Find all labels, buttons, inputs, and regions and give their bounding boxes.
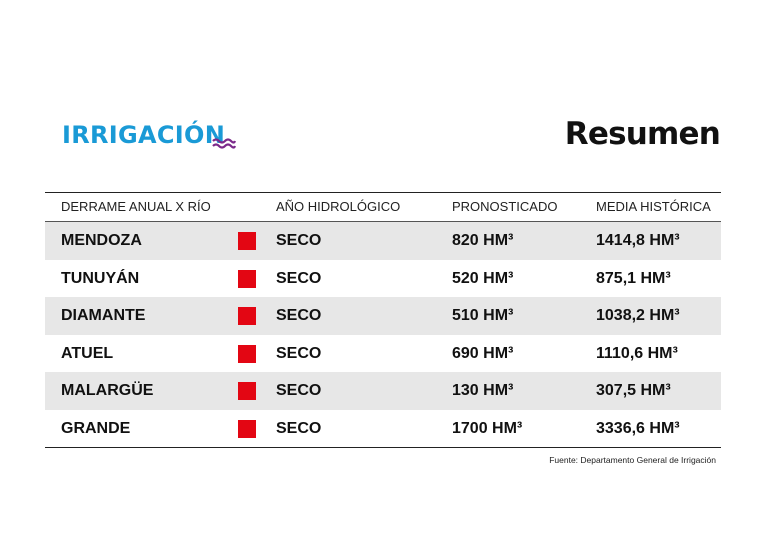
year-type: SECO bbox=[276, 269, 322, 287]
year-type: SECO bbox=[276, 382, 322, 399]
year-type: SECO bbox=[276, 307, 322, 324]
logo-text: IRRIGACIÓN bbox=[62, 121, 226, 149]
forecast-value: 130 HM³ bbox=[452, 382, 514, 399]
status-square bbox=[238, 420, 256, 438]
year-type: SECO bbox=[276, 419, 322, 437]
summary-table bbox=[45, 192, 721, 448]
table-row bbox=[45, 260, 721, 298]
header-historic-mean: MEDIA HISTÓRICA bbox=[596, 199, 711, 214]
river-name: TUNUYÁN bbox=[61, 269, 140, 287]
forecast-value: 820 HM³ bbox=[452, 232, 514, 249]
status-square bbox=[238, 270, 256, 288]
status-square bbox=[238, 382, 256, 400]
table-row bbox=[45, 410, 721, 448]
historic-value: 3336,6 HM³ bbox=[596, 419, 680, 437]
river-name: GRANDE bbox=[61, 419, 131, 437]
historic-value: 307,5 HM³ bbox=[596, 382, 671, 399]
river-name: DIAMANTE bbox=[61, 307, 146, 324]
table-row bbox=[45, 335, 721, 373]
year-type: SECO bbox=[276, 344, 322, 362]
status-square bbox=[238, 345, 256, 363]
page-title: Resumen bbox=[564, 116, 720, 152]
table-row bbox=[45, 297, 721, 335]
historic-value: 875,1 HM³ bbox=[596, 269, 671, 287]
header-hydrologic-year: AÑO HIDROLÓGICO bbox=[276, 199, 401, 214]
header-forecast: PRONOSTICADO bbox=[452, 199, 558, 214]
header-river: DERRAME ANUAL X RÍO bbox=[61, 199, 211, 214]
river-name: MALARGÜE bbox=[61, 382, 154, 399]
source-note: Fuente: Departamento General de Irrigación bbox=[549, 455, 716, 465]
forecast-value: 1700 HM³ bbox=[452, 419, 523, 437]
status-square bbox=[238, 232, 256, 250]
river-name: ATUEL bbox=[61, 344, 114, 362]
irrigacion-logo bbox=[62, 118, 225, 152]
river-name: MENDOZA bbox=[61, 232, 142, 249]
table-header bbox=[45, 193, 721, 222]
historic-value: 1110,6 HM³ bbox=[596, 344, 678, 362]
historic-value: 1414,8 HM³ bbox=[596, 232, 680, 249]
water-waves-icon bbox=[212, 138, 236, 150]
year-type: SECO bbox=[276, 232, 322, 249]
forecast-value: 520 HM³ bbox=[452, 269, 514, 287]
table-row bbox=[45, 372, 721, 410]
forecast-value: 510 HM³ bbox=[452, 307, 514, 324]
historic-value: 1038,2 HM³ bbox=[596, 307, 680, 324]
forecast-value: 690 HM³ bbox=[452, 344, 514, 362]
status-square bbox=[238, 307, 256, 325]
table-row bbox=[45, 222, 721, 260]
